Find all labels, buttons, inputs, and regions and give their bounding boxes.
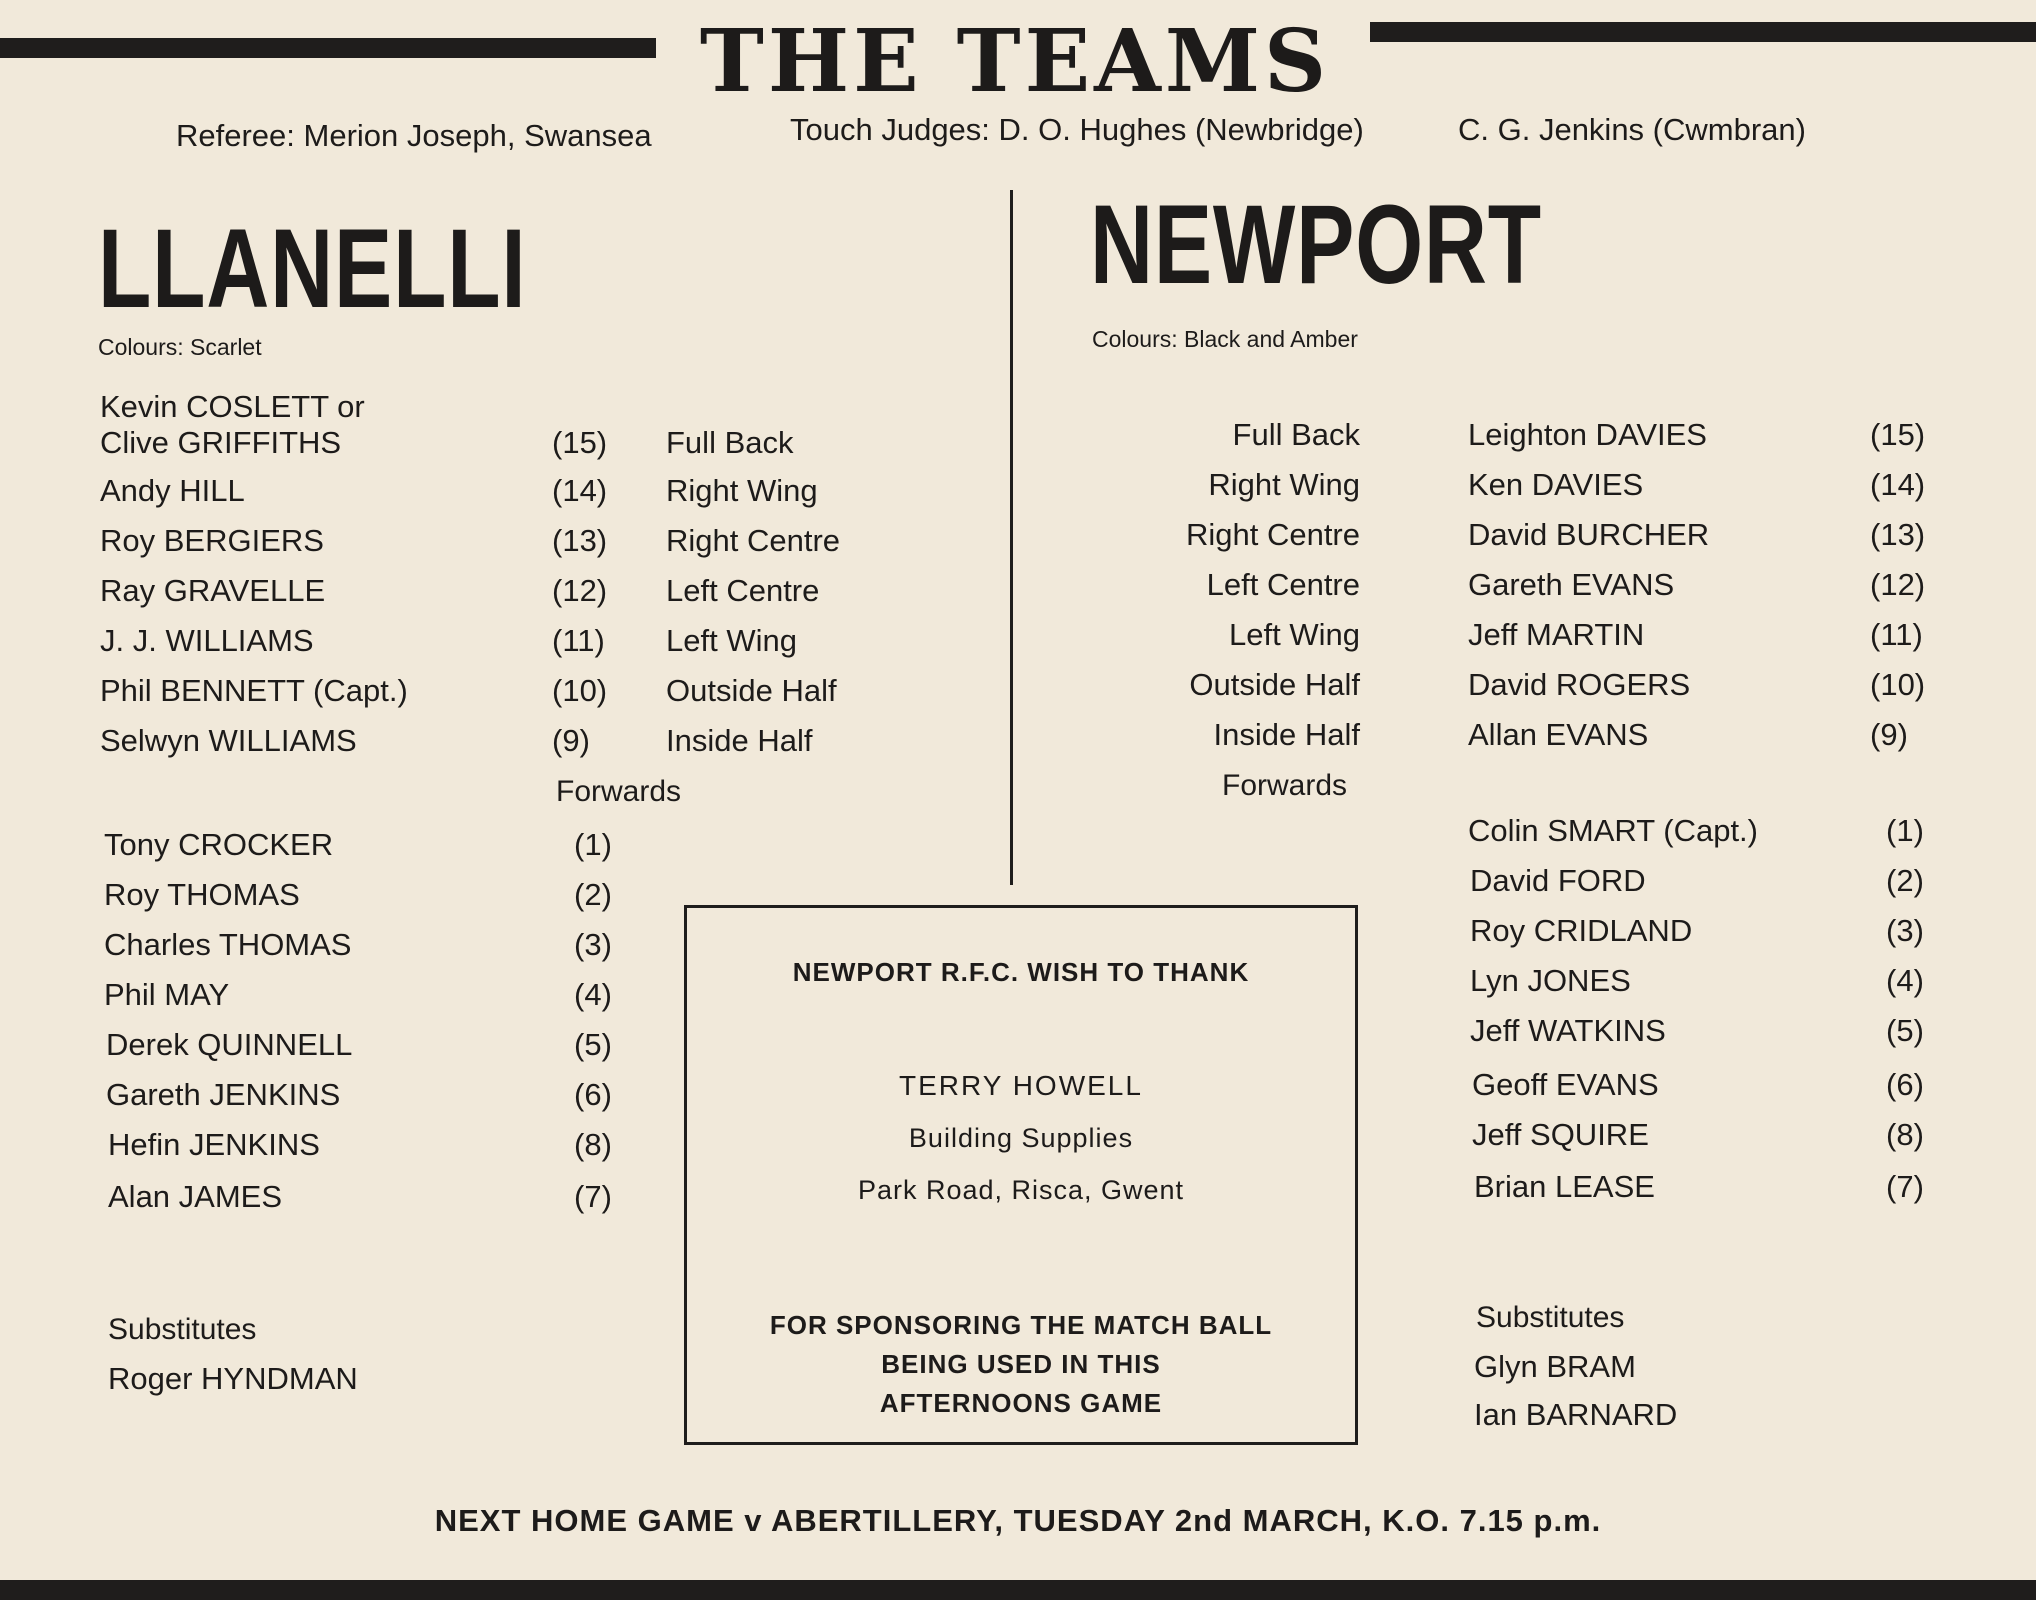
player-position: Right Centre — [1185, 517, 1360, 552]
player-number: (15) — [1870, 417, 1926, 452]
player-number: (2) — [574, 877, 612, 912]
player-name: Gareth EVANS — [1468, 567, 1675, 602]
player-number: (12) — [1870, 567, 1926, 602]
player-name: David FORD — [1470, 863, 1646, 898]
newport-substitute: Ian BARNARD — [1474, 1397, 1678, 1432]
player-number: (2) — [1886, 863, 1924, 898]
player-name: Jeff SQUIRE — [1472, 1117, 1649, 1152]
player-name: Roy CRIDLAND — [1470, 913, 1693, 948]
list-item — [104, 870, 644, 920]
list-item — [106, 1070, 646, 1120]
llanelli-substitute: Roger HYNDMAN — [108, 1361, 358, 1396]
list-item — [1100, 410, 1940, 460]
player-name: Kevin COSLETT or — [100, 389, 365, 424]
list-item — [1470, 956, 1950, 1006]
llanelli-colours: Colours: Scarlet — [98, 334, 262, 360]
player-name: Clive GRIFFITHS — [100, 425, 342, 460]
sponsor-note-line-2: BEING USED IN THIS — [881, 1349, 1161, 1379]
list-item — [100, 716, 900, 766]
bottom-rule — [0, 1580, 2036, 1600]
player-number: (8) — [574, 1127, 612, 1162]
player-name: Derek QUINNELL — [106, 1027, 353, 1062]
player-name: Jeff MARTIN — [1468, 617, 1645, 652]
player-name: Tony CROCKER — [104, 827, 334, 862]
player-name: Phil MAY — [104, 977, 230, 1012]
player-number: (1) — [1886, 813, 1924, 848]
list-item — [100, 666, 900, 716]
player-position: Left Centre — [666, 573, 820, 608]
sponsor-note-line-3: AFTERNOONS GAME — [879, 1388, 1163, 1418]
player-position: Outside Half — [666, 673, 837, 708]
player-name: David BURCHER — [1468, 517, 1710, 552]
player-name: Ray GRAVELLE — [100, 573, 326, 608]
player-name: Brian LEASE — [1474, 1169, 1655, 1204]
list-item — [100, 616, 900, 666]
list-item — [1100, 560, 1940, 610]
llanelli-forwards-heading: Forwards — [556, 775, 682, 808]
player-number: (5) — [574, 1027, 612, 1062]
touch-judge-2-text: C. G. Jenkins (Cwmbran) — [1458, 112, 1806, 147]
top-rule-left — [0, 38, 656, 58]
list-item — [1470, 856, 1950, 906]
touch-judges-text: Touch Judges: D. O. Hughes (Newbridge) — [790, 112, 1364, 147]
list-item — [1474, 1162, 1954, 1212]
player-position: Full Back — [1232, 417, 1360, 452]
sponsor-business: Building Supplies — [908, 1123, 1134, 1153]
player-number: (4) — [574, 977, 612, 1012]
player-number: (5) — [1886, 1013, 1924, 1048]
sponsor-box — [684, 905, 1358, 1445]
player-name: Alan JAMES — [108, 1179, 283, 1214]
player-number: (10) — [1870, 667, 1926, 702]
list-item — [108, 1172, 648, 1222]
list-item — [104, 970, 644, 1020]
player-number: (9) — [1870, 717, 1908, 752]
llanelli-team-name: LLANELLI — [98, 206, 527, 331]
player-number: (11) — [552, 623, 605, 658]
player-position: Full Back — [666, 425, 794, 460]
list-item — [106, 1020, 646, 1070]
player-name: J. J. WILLIAMS — [100, 623, 314, 658]
player-number: (8) — [1886, 1117, 1924, 1152]
sponsor-name: TERRY HOWELL — [899, 1070, 1143, 1101]
list-item — [104, 920, 644, 970]
list-item — [1470, 906, 1950, 956]
player-name: Gareth JENKINS — [106, 1077, 341, 1112]
referee-text: Referee: Merion Joseph, Swansea — [176, 118, 652, 153]
player-number: (14) — [1870, 467, 1926, 502]
player-name: Selwyn WILLIAMS — [100, 723, 357, 758]
player-name: Hefin JENKINS — [108, 1127, 320, 1162]
player-number: (3) — [1886, 913, 1924, 948]
player-name: Colin SMART (Capt.) — [1468, 813, 1758, 848]
player-position: Left Wing — [666, 623, 797, 658]
player-name: Geoff EVANS — [1472, 1067, 1659, 1102]
list-item — [1100, 460, 1940, 510]
top-rule-right — [1370, 22, 2036, 42]
page-title: THE TEAMS — [699, 11, 1331, 112]
player-position: Right Wing — [1208, 467, 1360, 502]
next-home-game-notice: NEXT HOME GAME v ABERTILLERY, TUESDAY 2nd MARCH, K.O. 7.15 p.m. — [434, 1503, 1602, 1538]
newport-team-name: NEWPORT — [1090, 182, 1542, 307]
list-item — [1472, 1060, 1952, 1110]
list-item — [1100, 710, 1940, 760]
player-number: (9) — [552, 723, 590, 758]
llanelli-substitutes-heading: Substitutes — [108, 1313, 257, 1346]
player-position: Right Centre — [666, 523, 841, 558]
player-number: (6) — [574, 1077, 612, 1112]
player-number: (4) — [1886, 963, 1924, 998]
player-position: Outside Half — [1189, 667, 1360, 702]
newport-forwards-heading: Forwards — [1222, 769, 1348, 802]
list-item — [1470, 1006, 1950, 1056]
player-number: (11) — [1870, 617, 1923, 652]
list-item — [100, 466, 900, 516]
center-divider — [1010, 190, 1013, 885]
list-item — [108, 1120, 648, 1170]
player-number: (1) — [574, 827, 612, 862]
player-position: Left Centre — [1206, 567, 1360, 602]
list-item — [104, 820, 644, 870]
player-number: (12) — [552, 573, 608, 608]
player-name: Allan EVANS — [1468, 717, 1649, 752]
player-name: Roy THOMAS — [104, 877, 300, 912]
player-name: David ROGERS — [1468, 667, 1691, 702]
list-item — [1472, 1110, 1952, 1160]
sponsor-thanks-line: NEWPORT R.F.C. WISH TO THANK — [792, 957, 1250, 987]
newport-substitute: Glyn BRAM — [1474, 1349, 1636, 1384]
player-number: (10) — [552, 673, 608, 708]
player-name: Jeff WATKINS — [1470, 1013, 1666, 1048]
player-position: Inside Half — [666, 723, 813, 758]
player-number: (15) — [552, 425, 608, 460]
sponsor-address: Park Road, Risca, Gwent — [857, 1175, 1185, 1205]
player-number: (3) — [574, 927, 612, 962]
player-name: Phil BENNETT (Capt.) — [100, 673, 408, 708]
list-item — [100, 566, 900, 616]
player-name: Andy HILL — [100, 473, 245, 508]
player-position: Left Wing — [1229, 617, 1360, 652]
newport-colours: Colours: Black and Amber — [1092, 326, 1358, 352]
list-item — [1100, 510, 1940, 560]
sponsor-note-line-1: FOR SPONSORING THE MATCH BALL — [769, 1310, 1273, 1340]
list-item — [1100, 660, 1940, 710]
player-number: (6) — [1886, 1067, 1924, 1102]
player-name: Charles THOMAS — [104, 927, 352, 962]
player-number: (13) — [552, 523, 608, 558]
list-item — [100, 516, 900, 566]
newport-substitutes-heading: Substitutes — [1476, 1301, 1625, 1334]
player-position: Inside Half — [1213, 717, 1360, 752]
player-number: (7) — [574, 1179, 612, 1214]
player-number: (7) — [1886, 1169, 1924, 1204]
list-item — [100, 418, 900, 468]
player-number: (13) — [1870, 517, 1926, 552]
list-item — [1468, 806, 1948, 856]
player-name: Roy BERGIERS — [100, 523, 324, 558]
list-item — [1100, 610, 1940, 660]
player-name: Lyn JONES — [1470, 963, 1631, 998]
player-name: Ken DAVIES — [1468, 467, 1644, 502]
player-number: (14) — [552, 473, 608, 508]
player-position: Right Wing — [666, 473, 818, 508]
player-name: Leighton DAVIES — [1468, 417, 1707, 452]
